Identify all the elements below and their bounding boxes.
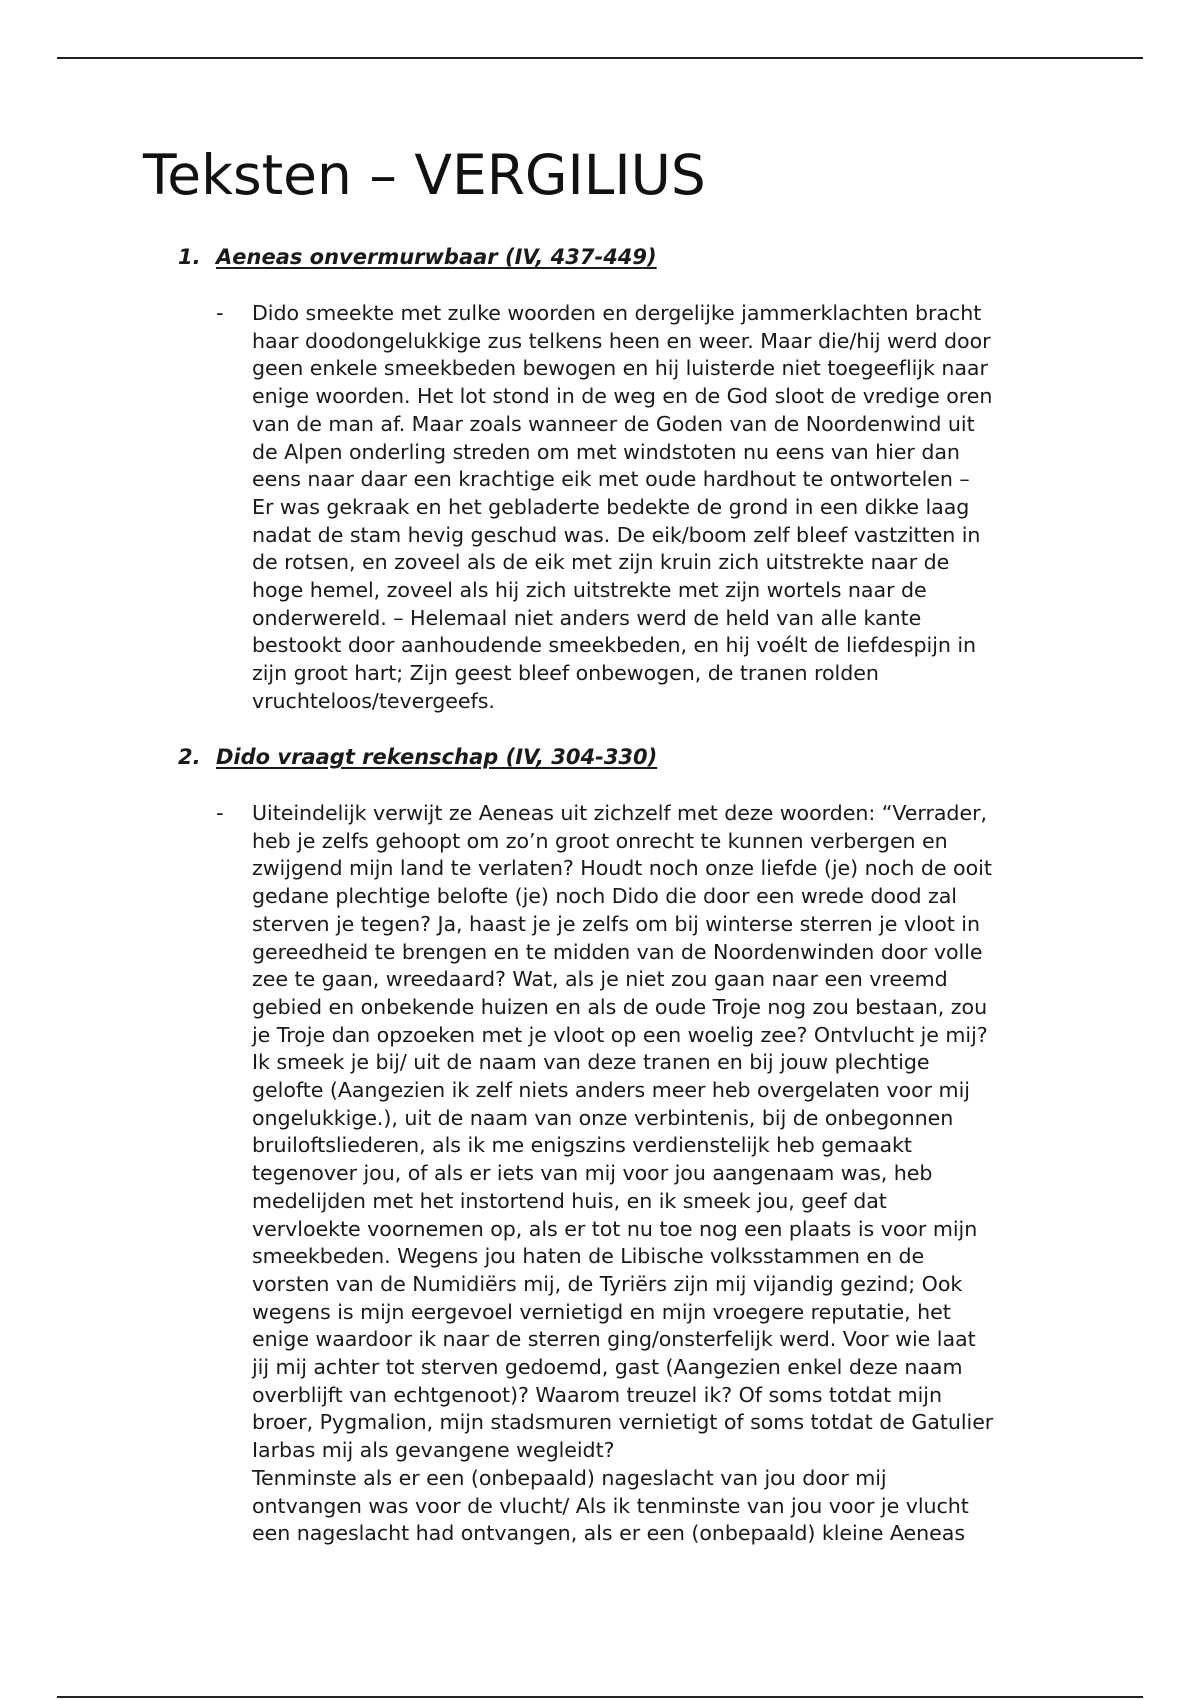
paragraph-line: zwijgend mijn land te verlaten? Houdt noch onze liefde (je) noch de ooit bbox=[252, 856, 992, 881]
paragraph-line: bruiloftsliederen, als ik me enigszins verdienstelijk heb gemaakt bbox=[252, 1133, 912, 1158]
paragraph-line: de rotsen, en zoveel als de eik met zijn kruin zich uitstrekte naar de bbox=[252, 550, 950, 575]
paragraph-line: gebied en onbekende huizen en als de oude Troje nog zou bestaan, zou bbox=[252, 994, 988, 1019]
paragraph-line: heb je zelfs gehoopt om zo’n groot onrecht te kunnen verbergen en bbox=[252, 828, 948, 853]
bottom-rule bbox=[57, 1696, 1143, 1698]
paragraph-body bbox=[252, 800, 1072, 1548]
section-heading-text: Aeneas onvermurwbaar (IV, 437-449) bbox=[216, 245, 657, 269]
bullet-dash: - bbox=[216, 301, 224, 325]
paragraph-line: de Alpen onderling streden om met windstoten nu eens van hier dan bbox=[252, 439, 960, 464]
paragraph-line: Ik smeek je bij/ uit de naam van deze tranen en bij jouw plechtige bbox=[252, 1050, 930, 1075]
section-heading-2 bbox=[178, 743, 657, 771]
paragraph-line: smeekbeden. Wegens jou haten de Libische volksstammen en de bbox=[252, 1244, 925, 1269]
paragraph-line: overblijft van echtgenoot)? Waarom treuzel ik? Of soms totdat mijn bbox=[252, 1382, 942, 1407]
paragraph-line: geen enkele smeekbeden bewogen en hij luisterde niet toegeeflijk naar bbox=[252, 356, 988, 381]
paragraph-line: tegenover jou, of als er iets van mij voor jou aangenaam was, heb bbox=[252, 1161, 933, 1186]
paragraph-line: sterven je tegen? Ja, haast je je zelfs om bij winterse sterren je vloot in bbox=[252, 911, 980, 936]
section-heading-1 bbox=[178, 243, 657, 271]
paragraph-line: gelofte (Aangezien ik zelf niets anders meer heb overgelaten voor mij bbox=[252, 1078, 970, 1103]
paragraph-line: broer, Pygmalion, mijn stadsmuren vernietigt of soms totdat de Gatulier bbox=[252, 1410, 994, 1435]
paragraph-line: onderwereld. – Helemaal niet anders werd de held van alle kante bbox=[252, 605, 922, 630]
paragraph-line: Dido smeekte met zulke woorden en dergelijke jammerklachten bracht bbox=[252, 301, 982, 325]
paragraph-line: jij mij achter tot sterven gedoemd, gast (Aangezien enkel deze naam bbox=[252, 1355, 963, 1380]
paragraph-line: van de man af. Maar zoals wanneer de Goden van de Noordenwind uit bbox=[252, 411, 975, 436]
paragraph-line: vervloekte voornemen op, als er tot nu toe nog een plaats is voor mijn bbox=[252, 1216, 978, 1241]
paragraph-line: haar doodongelukkige zus telkens heen en weer. Maar die/hij werd door bbox=[252, 328, 991, 353]
section-number: 1. bbox=[178, 245, 201, 269]
paragraph-line: bestookt door aanhoudende smeekbeden, en hij voélt de liefdespijn in bbox=[252, 633, 977, 658]
section-number: 2. bbox=[178, 745, 201, 769]
top-rule bbox=[57, 57, 1143, 59]
paragraph-line: zijn groot hart; Zijn geest bleef onbewogen, de tranen rolden bbox=[252, 661, 879, 686]
paragraph-line: gedane plechtige belofte (je) noch Dido die door een wrede dood zal bbox=[252, 884, 957, 909]
paragraph-line: enige waardoor ik naar de sterren ging/onsterfelijk werd. Voor wie laat bbox=[252, 1327, 976, 1352]
paragraph-line: vorsten van de Numidiërs mij, de Tyriërs zijn mij vijandig gezind; Ook bbox=[252, 1271, 963, 1296]
paragraph-line: gereedheid te brengen en te midden van de Noordenwinden door volle bbox=[252, 939, 983, 964]
section-heading-text: Dido vraagt rekenschap (IV, 304-330) bbox=[216, 745, 658, 769]
paragraph-line: Iarbas mij als gevangene wegleidt? bbox=[252, 1438, 615, 1463]
paragraph-line: Er was gekraak en het gebladerte bedekte de grond in een dikke laag bbox=[252, 494, 970, 519]
paragraph-line: Uiteindelijk verwijt ze Aeneas uit zichzelf met deze woorden: “Verrader, bbox=[252, 801, 987, 825]
paragraph-line: een nageslacht had ontvangen, als er een (onbepaald) kleine Aeneas bbox=[252, 1521, 966, 1546]
paragraph-line: enige woorden. Het lot stond in de weg en de God sloot de vredige oren bbox=[252, 384, 993, 409]
paragraph-line: je Troje dan opzoeken met je vloot op een woelig zee? Ontvlucht je mij? bbox=[252, 1022, 988, 1047]
paragraph-line: hoge hemel, zoveel als hij zich uitstrekte met zijn wortels naar de bbox=[252, 578, 927, 603]
paragraph-line: ontvangen was voor de vlucht/ Als ik tenminste van jou voor je vlucht bbox=[252, 1493, 969, 1518]
paragraph-line: eens naar daar een krachtige eik met oude hardhout te ontwortelen – bbox=[252, 467, 970, 492]
paragraph-line: nadat de stam hevig geschud was. De eik/boom zelf bleef vastzitten in bbox=[252, 522, 981, 547]
paragraph-line: Tenminste als er een (onbepaald) nageslacht van jou door mij bbox=[252, 1465, 887, 1490]
paragraph-line: vruchteloos/tevergeefs. bbox=[252, 688, 495, 713]
bullet-dash: - bbox=[216, 801, 224, 825]
paragraph-body bbox=[252, 300, 1072, 716]
paragraph-line: ongelukkige.), uit de naam van onze verbintenis, bij de onbegonnen bbox=[252, 1105, 954, 1130]
paragraph-line: wegens is mijn eergevoel vernietigd en mijn vroegere reputatie, het bbox=[252, 1299, 951, 1324]
paragraph-line: zee te gaan, wreedaard? Wat, als je niet zou gaan naar een vreemd bbox=[252, 967, 948, 992]
page-title: Teksten – VERGILIUS bbox=[143, 143, 706, 207]
paragraph-line: medelijden met het instortend huis, en ik smeek jou, geef dat bbox=[252, 1188, 887, 1213]
